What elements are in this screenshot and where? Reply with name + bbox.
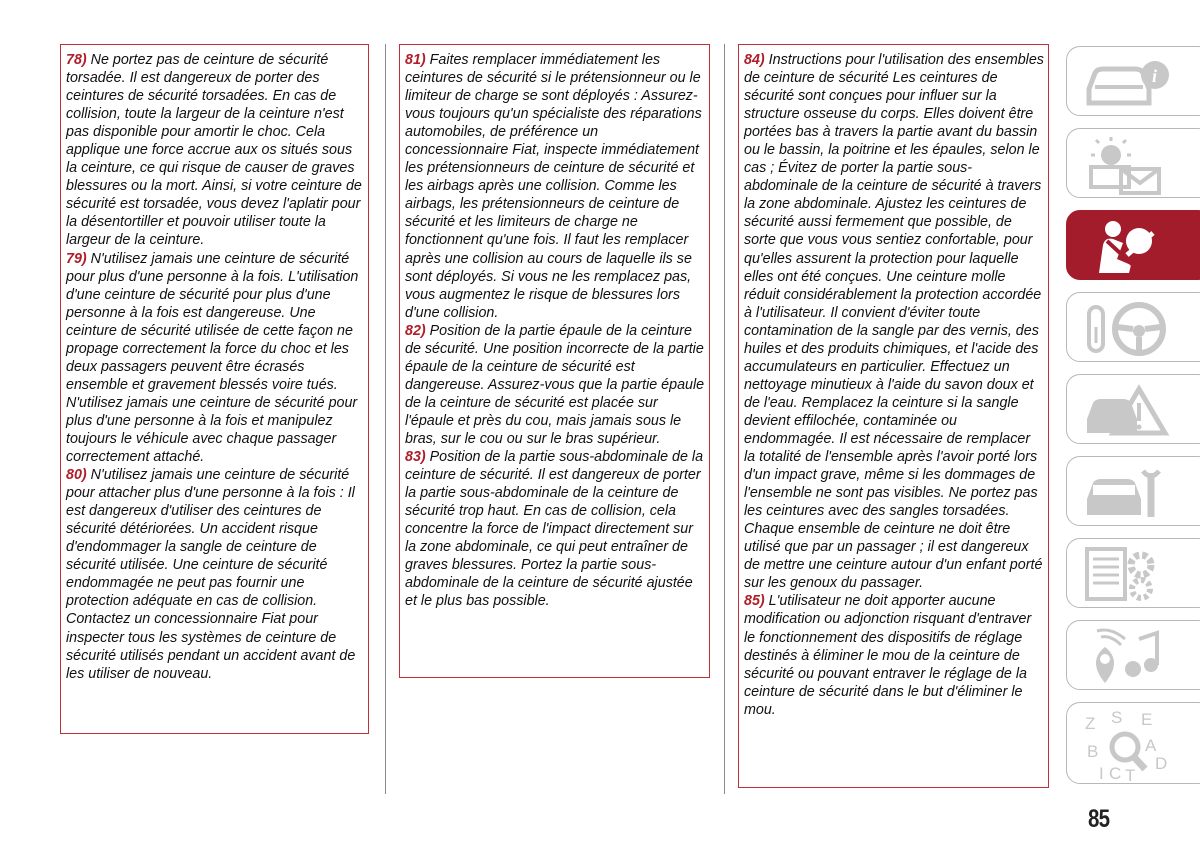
- car-info-icon: [1081, 51, 1171, 113]
- note-text: Position de la partie sous-abdominale de la ceinture de sécurité. Il est dangereux de porter la partie sous-abdominale de la ceinture de sécurité trop haut. En cas de collision, cela concentre la force de l'impact directement sur la zone abdominale, ce qui peut entraîner de graves blessures. Portez la partie sous-abdominale de la ceinture de sécurité ajustée et le plus bas possible.: [405, 449, 704, 610]
- note-number: 82): [405, 322, 426, 339]
- warning-lights-envelope-icon: [1081, 133, 1171, 195]
- note-85: [744, 592, 1044, 718]
- chapter-tab-index[interactable]: [1066, 702, 1200, 784]
- chapter-tab-safety[interactable]: [1066, 210, 1200, 280]
- safety-notes-column-1: [60, 44, 369, 734]
- svg-text:S: S: [1111, 708, 1123, 727]
- svg-text:I: I: [1099, 764, 1104, 783]
- note-number: 78): [66, 52, 87, 68]
- svg-text:C: C: [1109, 764, 1122, 783]
- note-text: Ne portez pas de ceinture de sécurité torsadée. Il est dangereux de porter des ceintures de sécurité torsadées. En cas de collision, toute la largeur de la ceinture n'est pas disponible pour amortir le choc. Cela applique une force accrue aux os situés sous la ceinture, ce qui risque de causer de graves blessures ou la mort. Ainsi, si votre ceinture de sécurité est torsadée, vous devez l'aplatir pour la désentortiller et pouvoir utiliser toute la largeur de la ceinture.: [66, 52, 362, 249]
- note-text: N'utilisez jamais une ceinture de sécurité pour plus d'une personne à la fois. L'utilisation d'une ceinture de sécurité pour plus d'une personne à la fois est dangereuse. Une ceinture de sécurité utilisée de cette façon ne propage correctement la force du choc et les deux passagers peuvent être écrasés ensemble et gravement blessés voire tués. N'utilisez jamais une ceinture de sécurité pour plus d'une personne à la fois et manipulez toujours le véhicule avec chaque passager correctement attaché.: [66, 250, 359, 466]
- note-text: L'utilisateur ne doit apporter aucune modification ou adjonction risquant d'entraver le fonctionnement des dispositifs de réglage destinés à éliminer le mou de la ceinture de sécurité ou pouvant entraver le réglage de la ceinture de sécurité dans le but d'éliminer le mou.: [744, 593, 1032, 718]
- note-80: [66, 466, 364, 683]
- note-number: 80): [66, 467, 87, 484]
- chapter-tab-dashboard[interactable]: [1066, 128, 1200, 198]
- car-crash-warning-icon: [1081, 379, 1171, 441]
- note-text: Faites remplacer immédiatement les ceintures de sécurité si le prétensionneur ou le limiteur de charge se sont déployés : Assurez-vous toujours qu'un spécialiste des réparations automobiles, de préférence un concessionnaire Fiat, inspecte immédiatement les prétensionneurs de ceinture de sécurité et les airbags après une collision. Comme les airbags, les prétensionneurs de ceinture de sécurité et les limiteurs de charge ne fonctionnent qu'une fois. Il faut les remplacer après une collision au cours de laquelle ils se sont déployés. Si vous ne les remplacez pas, vous augmentez le risque de blessures lors d'une collision.: [405, 52, 702, 321]
- alphabetical-index-icon: [1081, 707, 1181, 784]
- note-text: N'utilisez jamais une ceinture de sécurité pour attacher plus d'une personne à la fois : Il est dangereux d'utiliser des ceintures de sécurité détériorées. Un accident risque d'endommager la sangle de ceinture de sécurité utilisée. Une ceinture de sécurité endommagée ne peut pas fournir une protection adéquate en cas de collision. Contactez un concessionnaire Fiat pour inspecter tous les systèmes de ceinture de sécurité utilisés pendant un accident avant de les utiliser de nouveau.: [66, 467, 356, 682]
- key-steering-wheel-icon: [1081, 297, 1171, 359]
- svg-text:i: i: [1152, 66, 1158, 86]
- note-83: [405, 448, 705, 610]
- note-text: Position de la partie épaule de la ceinture de sécurité. Une position incorrecte de la partie épaule de la ceinture de sécurité est dangereuse. Assurez-vous que la partie épaule de la ceinture de sécurité est placée sur l'épaule et près du cou, mais jamais sous le bras, sur le cou ou sur le bras supérieur.: [405, 322, 705, 447]
- note-78: [66, 51, 364, 250]
- note-number: 83): [405, 449, 426, 466]
- note-number: 84): [744, 52, 765, 68]
- specifications-gears-icon: [1081, 543, 1171, 605]
- chapter-tab-emergency[interactable]: [1066, 374, 1200, 444]
- note-number: 81): [405, 52, 426, 68]
- note-number: 79): [66, 250, 87, 267]
- column-divider: [385, 44, 386, 794]
- page-number: 85: [1088, 805, 1110, 833]
- car-maintenance-wrench-icon: [1081, 461, 1171, 523]
- note-number: 85): [744, 593, 765, 610]
- note-84: [744, 51, 1044, 592]
- column-divider: [724, 44, 725, 794]
- note-text: Instructions pour l'utilisation des ensembles de ceinture de sécurité Les ceintures de sécurité sont conçues pour influer sur la structure osseuse du corps. Elles doivent être portées bas à travers la partie avant du bassin ou le bassin, la poitrine et les épaules, selon le cas ; Évitez de porter la partie sous-abdominale de la ceinture de sécurité à travers la zone abdominale. Ajustez les ceintures de sécurité aussi fermement que possible, de sorte que vous vous sentiez confortable, pour qu'elles assurent la protection pour laquelle elles ont été conçues. Une ceinture molle réduit considérablement la protection accordée à l'utilisateur. Il convient d'éviter toute contamination de la sangle par des vernis, des huiles et des produits chimiques, et l'acide des accumulateurs en particulier. Effectuez un nettoyage minutieux à l'aide du savon doux et de l'eau. Remplacez la ceinture si la sangle devient effilochée, contaminée ou endommagée. Il est nécessaire de remplacer la totalité de l'ensemble après l'avoir porté lors d'un impact grave, même si les dommages de l'ensemble ne sont pas visibles. Ne portez pas les ceintures avec des sangles torsadées. Chaque ensemble de ceinture ne doit être utilisé que par un passager ; il est dangereux de mettre une ceinture autour d'un enfant porté sur les genoux du passager.: [744, 52, 1044, 592]
- svg-text:D: D: [1155, 754, 1168, 773]
- multimedia-music-icon: [1081, 625, 1171, 687]
- note-81: [405, 51, 705, 322]
- svg-text:A: A: [1145, 736, 1157, 755]
- chapter-tab-maintenance[interactable]: [1066, 456, 1200, 526]
- note-79: [66, 250, 364, 467]
- svg-text:T: T: [1125, 766, 1136, 785]
- chapter-tab-vehicle-info[interactable]: [1066, 46, 1200, 116]
- chapter-tab-starting-driving[interactable]: [1066, 292, 1200, 362]
- chapter-tab-technical-data[interactable]: [1066, 538, 1200, 608]
- airbag-seatbelt-icon: [1081, 215, 1171, 277]
- svg-text:B: B: [1087, 742, 1099, 761]
- safety-notes-column-2: [399, 44, 710, 678]
- note-82: [405, 322, 705, 448]
- safety-notes-column-3: [738, 44, 1049, 788]
- svg-text:Z: Z: [1085, 714, 1096, 733]
- svg-text:E: E: [1141, 710, 1153, 729]
- chapter-tab-multimedia[interactable]: [1066, 620, 1200, 690]
